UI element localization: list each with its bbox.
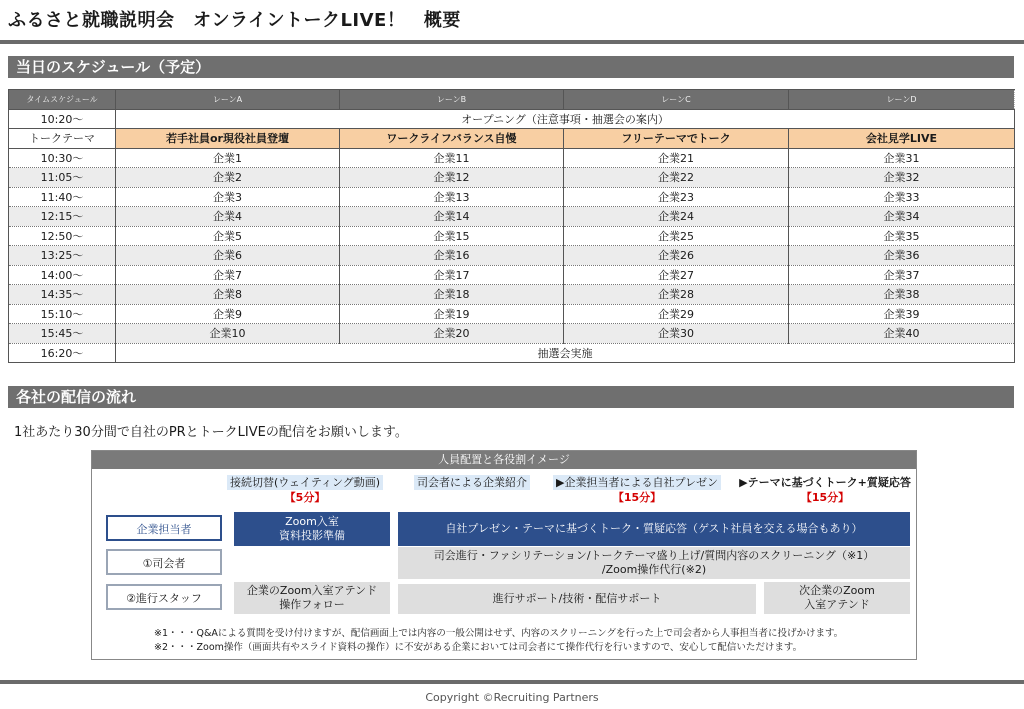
company-cell: 企業34 <box>789 207 1015 227</box>
company-cell: 企業15 <box>340 226 564 246</box>
task-staff-next: 次企業のZoom 入室アテンド <box>764 582 910 614</box>
schedule-header-row <box>9 90 1015 110</box>
footnote-1: ※1・・・Q&Aによる質問を受け付けますが、配信画面上では内容の一般公開はせず、内容のスクリーニングを行った上で司会者から人事担当者に投げかけます。 <box>154 628 844 639</box>
phase-talk <box>736 475 914 505</box>
task-mc-main: 司会進行・ファシリテーション/トークテーマ盛り上げ/質問内容のスクリーニング（※1） /Zoom操作代行(※2) <box>398 547 910 579</box>
role-company-rep: 企業担当者 <box>106 515 222 541</box>
table-row <box>9 148 1015 168</box>
company-cell: 企業21 <box>564 148 789 168</box>
company-cell: 企業38 <box>789 285 1015 305</box>
header-cell: タイムスケジュール <box>9 90 116 110</box>
closing-row <box>9 343 1015 363</box>
company-cell: 企業12 <box>340 168 564 188</box>
phase-presentation <box>544 475 730 505</box>
company-cell: 企業20 <box>340 324 564 344</box>
footer-divider <box>0 680 1024 684</box>
company-cell: 企業3 <box>116 187 340 207</box>
company-cell: 企業13 <box>340 187 564 207</box>
opening-row <box>9 109 1015 129</box>
time-cell: 12:15～ <box>9 207 116 227</box>
company-cell: 企業30 <box>564 324 789 344</box>
company-cell: 企業36 <box>789 246 1015 266</box>
section-header-schedule: 当日のスケジュール（予定） <box>8 56 1014 78</box>
theme-cell: フリーテーマでトーク <box>564 129 789 149</box>
table-row <box>9 246 1015 266</box>
company-cell: 企業8 <box>116 285 340 305</box>
table-row <box>9 207 1015 227</box>
company-cell: 企業27 <box>564 265 789 285</box>
phase-minutes: 【5分】 <box>284 491 326 504</box>
company-cell: 企業29 <box>564 304 789 324</box>
closing-text: 抽選会実施 <box>116 343 1015 363</box>
time-cell: 10:20～ <box>9 109 116 129</box>
company-cell: 企業39 <box>789 304 1015 324</box>
company-cell: 企業22 <box>564 168 789 188</box>
intro-text: 1社あたり30分間で自社のPRとトークLIVEの配信をお願いします。 <box>14 425 408 440</box>
phase-minutes: 【15分】 <box>612 491 662 504</box>
time-cell: 11:05～ <box>9 168 116 188</box>
company-cell: 企業33 <box>789 187 1015 207</box>
time-cell: 10:30～ <box>9 148 116 168</box>
opening-text: オープニング（注意事項・抽選会の案内） <box>116 109 1015 129</box>
company-cell: 企業28 <box>564 285 789 305</box>
company-cell: 企業17 <box>340 265 564 285</box>
theme-cell: 若手社員or現役社員登壇 <box>116 129 340 149</box>
time-cell: 15:10～ <box>9 304 116 324</box>
time-cell: 12:50～ <box>9 226 116 246</box>
company-cell: 企業11 <box>340 148 564 168</box>
company-cell: 企業5 <box>116 226 340 246</box>
time-cell: 15:45～ <box>9 324 116 344</box>
company-cell: 企業18 <box>340 285 564 305</box>
phase-connect <box>220 475 390 505</box>
table-row <box>9 226 1015 246</box>
time-cell: 13:25～ <box>9 246 116 266</box>
page-title: ふるさと就職説明会 オンライントークLIVE！ 概要 <box>8 10 461 31</box>
phase-label: 司会者による企業紹介 <box>414 475 530 490</box>
company-cell: 企業19 <box>340 304 564 324</box>
phase-minutes: 【15分】 <box>800 491 850 504</box>
role-diagram <box>91 450 917 660</box>
company-cell: 企業14 <box>340 207 564 227</box>
company-cell: 企業31 <box>789 148 1015 168</box>
phase-label: ▶テーマに基づくトーク+質疑応答 <box>739 476 911 489</box>
role-staff: ②進行スタッフ <box>106 584 222 610</box>
company-cell: 企業25 <box>564 226 789 246</box>
time-cell: 11:40～ <box>9 187 116 207</box>
company-cell: 企業16 <box>340 246 564 266</box>
table-row <box>9 304 1015 324</box>
task-staff-support: 進行サポート/技術・配信サポート <box>398 584 756 614</box>
company-cell: 企業35 <box>789 226 1015 246</box>
table-row <box>9 168 1015 188</box>
phase-label: 接続切替(ウェイティング動画) <box>227 475 383 490</box>
table-row <box>9 265 1015 285</box>
theme-row <box>9 129 1015 149</box>
company-cell: 企業40 <box>789 324 1015 344</box>
task-zoom-entry: Zoom入室 資料投影準備 <box>234 512 390 546</box>
company-cell: 企業37 <box>789 265 1015 285</box>
phase-intro <box>410 475 534 490</box>
company-cell: 企業2 <box>116 168 340 188</box>
copyright-text: Copyright ©Recruiting Partners <box>425 691 599 704</box>
phase-label: ▶企業担当者による自社プレゼン <box>553 475 721 490</box>
header-cell: レーンB <box>340 90 564 110</box>
company-cell: 企業32 <box>789 168 1015 188</box>
diagram-title: 人員配置と各役割イメージ <box>92 451 916 469</box>
company-cell: 企業24 <box>564 207 789 227</box>
time-cell: 14:00～ <box>9 265 116 285</box>
footnote-2: ※2・・・Zoom操作（画面共有やスライド資料の操作）に不安がある企業においては司会者にて操作代行を行いますので、安心して配信いただけます。 <box>154 642 803 653</box>
time-cell: 16:20～ <box>9 343 116 363</box>
company-cell: 企業1 <box>116 148 340 168</box>
company-cell: 企業6 <box>116 246 340 266</box>
theme-cell: 会社見学LIVE <box>789 129 1015 149</box>
theme-label: トークテーマ <box>9 129 116 149</box>
header-cell: レーンC <box>564 90 789 110</box>
company-cell: 企業26 <box>564 246 789 266</box>
table-row <box>9 285 1015 305</box>
table-row <box>9 187 1015 207</box>
company-cell: 企業23 <box>564 187 789 207</box>
table-row <box>9 324 1015 344</box>
schedule-table <box>8 89 1015 363</box>
company-cell: 企業4 <box>116 207 340 227</box>
header-cell: レーンA <box>116 90 340 110</box>
company-cell: 企業7 <box>116 265 340 285</box>
company-cell: 企業9 <box>116 304 340 324</box>
time-cell: 14:35～ <box>9 285 116 305</box>
task-staff-attend: 企業のZoom入室アテンド 操作フォロー <box>234 582 390 614</box>
role-mc: ①司会者 <box>106 549 222 575</box>
header-cell: レーンD <box>789 90 1015 110</box>
theme-cell: ワークライフバランス自慢 <box>340 129 564 149</box>
section-header-flow: 各社の配信の流れ <box>8 386 1014 408</box>
company-cell: 企業10 <box>116 324 340 344</box>
title-divider <box>0 40 1024 44</box>
task-company-main: 自社プレゼン・テーマに基づくトーク・質疑応答（ゲスト社員を交える場合もあり） <box>398 512 910 546</box>
